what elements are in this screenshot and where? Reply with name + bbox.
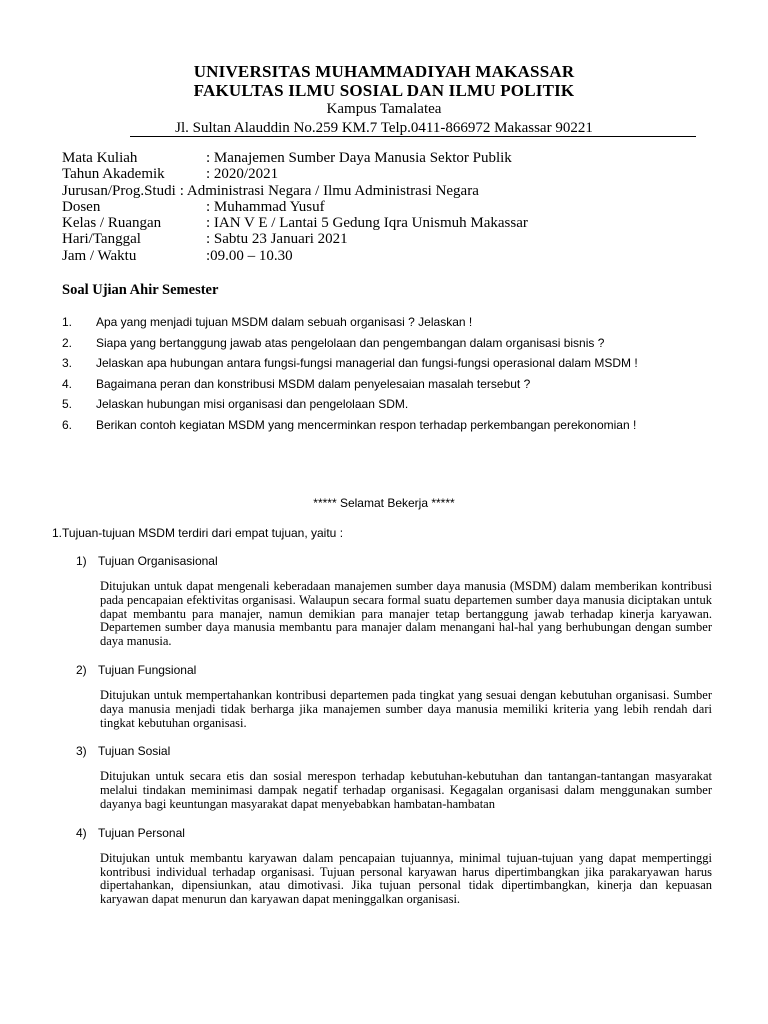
question-item [62, 374, 712, 395]
answer-item-heading [76, 661, 712, 679]
info-row-mata-kuliah [62, 150, 528, 166]
question-text: Apa yang menjadi tujuan MSDM dalam sebuah organisasi ? Jelaskan ! [96, 315, 473, 329]
exam-section-title: Soal Ujian Ahir Semester [62, 282, 219, 298]
question-text: Siapa yang bertanggung jawab atas pengelolaan dan pengembangan dalam organisasi bisnis ? [96, 335, 605, 350]
info-label: Tahun Akademik [62, 166, 165, 183]
info-label: Jam / Waktu [62, 247, 137, 264]
info-label: Kelas / Ruangan [62, 215, 162, 232]
answer-item-body: Ditujukan untuk dapat mengenali keberadaan manajemen sumber daya manusia (MSDM) dalam memberikan kontribusi pada pencapaian efektivitas organisasi. Walaupun secara formal suatu departemen sumber daya manusia diciptakan untuk dapat membantu para manajer, namun demikian para manajer tetap bertanggung jawab terhadap kinerja karyawan. Departemen sumber daya manusia membantu para manajer dalam menangani hal-hal yang berhubungan dengan sumber daya manusia. [100, 579, 712, 649]
question-text: Jelaskan apa hubungan antara fungsi-fungsi managerial dan fungsi-fungsi operasional dalam MSDM ! [96, 356, 638, 370]
info-value: : Manajemen Sumber Daya Manusia Sektor Publik [206, 150, 512, 166]
answer-item [76, 552, 712, 649]
info-value: : Administrasi Negara / Ilmu Administrasi Negara [179, 182, 479, 199]
answer-item-number: 3) [76, 744, 87, 759]
answer-item-heading [76, 742, 712, 760]
question-number: 2. [62, 335, 73, 350]
answer-item-number: 1) [76, 554, 87, 568]
answer-item-body: Ditujukan untuk mempertahankan kontribusi departemen pada tingkat yang sesuai dengan kebutuhan organisasi. Sumber daya manusia menjadi tidak berharga jika manajemen sumber daya manusia memiliki kriteria yang lebih rendah dari tingkat kebutuhan organisasi. [100, 687, 712, 730]
info-row-tahun [62, 166, 528, 182]
faculty-name: FAKULTAS ILMU SOSIAL DAN ILMU POLITIK [193, 81, 575, 100]
answer-item-title: Tujuan Sosial [98, 744, 171, 759]
question-item [62, 394, 712, 415]
question-text: Jelaskan hubungan misi organisasi dan pengelolaan SDM. [96, 397, 409, 411]
question-number: 4. [62, 376, 73, 391]
info-value: : Sabtu 23 Januari 2021 [206, 231, 348, 248]
answer-item [76, 742, 712, 811]
question-number: 3. [62, 356, 73, 370]
answer-item-body: Ditujukan untuk secara etis dan sosial merespon terhadap kebutuhan-kebutuhan dan tantangan-tantangan masyarakat melalui tindakan meminimasi dampak negatif terhadap organisasi. Kegagalan organisasi dalam menggunakan sumber dayanya bagi keuntungan masyarakat dapat menyebabkan hambatan-hambatan [100, 769, 712, 811]
info-label: Dosen [62, 198, 101, 215]
info-row-jam [62, 248, 528, 264]
exam-info [62, 150, 528, 264]
info-label: Hari/Tanggal [62, 231, 141, 248]
answer-item-heading [76, 824, 712, 842]
question-item [62, 333, 712, 354]
answer-item-heading [76, 552, 712, 570]
header-divider [130, 136, 696, 137]
info-value: : Muhammad Yusuf [206, 198, 325, 215]
answer-item-title: Tujuan Fungsional [98, 662, 197, 677]
question-item [62, 415, 712, 436]
answer-section [52, 524, 712, 907]
info-row-hari [62, 231, 528, 247]
question-item [62, 312, 712, 333]
info-row-dosen [62, 199, 528, 215]
question-list [62, 312, 712, 435]
answer-item [76, 661, 712, 730]
question-number: 1. [62, 315, 73, 329]
closing-line: ***** Selamat Bekerja ***** [313, 496, 455, 510]
question-text: Berikan contoh kegiatan MSDM yang mencerminkan respon terhadap perkembangan perekonomian ! [96, 417, 637, 432]
letterhead [0, 62, 768, 138]
info-value: : IAN V E / Lantai 5 Gedung Iqra Unismuh Makassar [206, 215, 528, 232]
question-number: 5. [62, 397, 73, 411]
info-label: Jurusan/Prog.Studi [62, 182, 176, 199]
university-name: UNIVERSITAS MUHAMMADIYAH MAKASSAR [193, 62, 575, 81]
info-row-kelas [62, 215, 528, 231]
info-value: :09.00 – 10.30 [206, 247, 293, 264]
answer-item-number: 4) [76, 825, 87, 840]
answer-item [76, 824, 712, 907]
answer-item-title: Tujuan Personal [98, 825, 185, 840]
info-row-jurusan [62, 183, 528, 199]
campus-address: Jl. Sultan Alauddin No.259 KM.7 Telp.0411-866972 Makassar 90221 [175, 120, 593, 136]
answer-item-title: Tujuan Organisasional [98, 554, 218, 568]
answer-item-number: 2) [76, 662, 87, 677]
campus-name: Kampus Tamalatea [326, 101, 442, 117]
info-label: Mata Kuliah [62, 150, 138, 166]
question-item [62, 353, 712, 374]
question-number: 6. [62, 417, 73, 432]
answer-intro: 1.Tujuan-tujuan MSDM terdiri dari empat tujuan, yaitu : [52, 526, 344, 540]
info-value: : 2020/2021 [206, 166, 279, 183]
answer-item-body: Ditujukan untuk membantu karyawan dalam pencapaian tujuannya, minimal tujuan-tujuan yang dapat mempertinggi kontribusi individual terhadap organisasi. Tujuan personal karyawan harus dipertimbangkan jika parakaryawan harus dipertahankan, dipensiunkan, atau dimotivasi. Jika tujuan personal tidak dipertimbangkan, kinerja dan kepuasan karyawan dapat menurun dan karyawan dapat meninggalkan organisasi. [100, 850, 712, 907]
question-text: Bagaimana peran dan konstribusi MSDM dalam penyelesaian masalah tersebut ? [96, 376, 531, 391]
